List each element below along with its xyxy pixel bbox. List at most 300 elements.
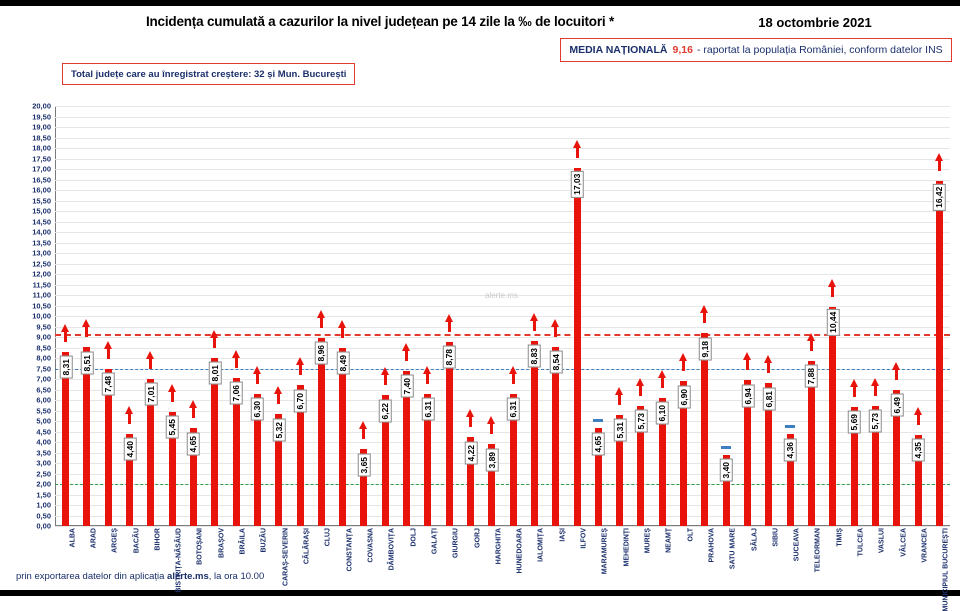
x-axis-label xyxy=(652,528,673,598)
x-axis-label xyxy=(929,528,950,611)
bar-value-label: 8,83 xyxy=(528,345,541,368)
bar-slot xyxy=(822,106,843,526)
x-axis-label-text: VASLUI xyxy=(878,528,886,554)
trend-up-icon xyxy=(146,351,154,359)
y-tick-label: 7,50 xyxy=(36,364,51,373)
x-axis-label-text: PRAHOVA xyxy=(708,528,716,563)
x-axis-label-text: MARAMUREȘ xyxy=(601,528,609,575)
x-axis-label xyxy=(609,528,630,598)
bar-slot xyxy=(673,106,694,526)
bar[interactable] xyxy=(552,347,559,526)
y-tick-label: 10,00 xyxy=(32,311,51,321)
x-axis-label xyxy=(545,528,566,598)
bar-slot xyxy=(375,106,396,526)
bar-value-label: 8,31 xyxy=(59,356,72,379)
bar-value-label: 9,18 xyxy=(699,338,712,361)
x-axis-label-text: CLUJ xyxy=(324,528,332,547)
x-axis-label-text: BOTOȘANI xyxy=(196,528,204,565)
x-axis-label xyxy=(183,528,204,598)
bar-value-label: 8,51 xyxy=(81,352,94,375)
bar-value-label: 6,81 xyxy=(763,387,776,410)
x-axis-label-text: BRAȘOV xyxy=(218,528,226,558)
trend-up-icon xyxy=(551,319,559,327)
bar-slot xyxy=(524,106,545,526)
x-axis-label xyxy=(375,528,396,598)
trend-arrow-stem xyxy=(384,375,387,385)
trend-arrow-stem xyxy=(362,429,365,439)
x-axis-label xyxy=(204,528,225,598)
bar-series xyxy=(55,106,950,526)
trend-arrow-stem xyxy=(213,338,216,348)
bar-value-label: 5,32 xyxy=(272,419,285,442)
trend-arrow-stem xyxy=(85,327,88,337)
bar-value-label: 5,73 xyxy=(635,410,648,433)
bar-slot xyxy=(183,106,204,526)
trend-up-icon xyxy=(914,407,922,415)
bar[interactable] xyxy=(446,342,453,526)
trend-arrow-stem xyxy=(256,374,259,384)
trend-arrow-stem xyxy=(171,392,174,402)
y-tick-label: 15,00 xyxy=(32,206,51,216)
national-average-box xyxy=(560,38,952,62)
trend-up-icon xyxy=(935,153,943,161)
footer-text-after: , la ora 10.00 xyxy=(208,571,265,582)
footer-text-before: prin exportarea datelor din aplicația xyxy=(16,571,168,582)
trend-arrow-stem xyxy=(554,327,557,337)
x-axis-label xyxy=(503,528,524,598)
footer-app-name: alerte.ms xyxy=(167,571,209,582)
y-tick-label: 17,00 xyxy=(32,164,51,174)
x-axis-label-text: BUZĂU xyxy=(260,528,268,553)
bar-slot xyxy=(545,106,566,526)
y-tick-label: 2,50 xyxy=(36,469,51,478)
x-axis-label xyxy=(225,528,246,598)
x-axis-label xyxy=(460,528,481,598)
bar-slot xyxy=(119,106,140,526)
bar-slot xyxy=(76,106,97,526)
y-tick-label: 11,50 xyxy=(32,280,51,289)
x-axis-label xyxy=(481,528,502,598)
bar-slot xyxy=(460,106,481,526)
trend-arrow-stem xyxy=(533,321,536,331)
trend-arrow-stem xyxy=(426,374,429,384)
total-counties-box: Total județe care au înregistrat creștere: 32 și Mun. București xyxy=(62,63,355,85)
x-axis-label xyxy=(801,528,822,598)
x-axis-label xyxy=(353,528,374,598)
footer-note xyxy=(16,571,264,582)
bar-value-label: 5,31 xyxy=(613,419,626,442)
bar-value-label: 8,49 xyxy=(336,352,349,375)
bar-value-label: 7,88 xyxy=(805,365,818,388)
x-axis-label xyxy=(247,528,268,598)
x-axis-label-text: ARGEȘ xyxy=(111,528,119,553)
bar[interactable] xyxy=(701,333,708,526)
x-axis-label-text: BACĂU xyxy=(133,528,141,554)
x-axis-label-text: NEAMȚ xyxy=(665,528,673,553)
bar-slot xyxy=(758,106,779,526)
trend-flat-icon xyxy=(785,425,795,428)
y-tick-label: 18,00 xyxy=(32,143,51,153)
bar-slot xyxy=(843,106,864,526)
bar-slot xyxy=(247,106,268,526)
y-tick-label: 19,00 xyxy=(32,122,51,132)
trend-flat-icon xyxy=(721,446,731,449)
y-tick-label: 11,00 xyxy=(32,290,51,300)
x-axis-label-text: MUNICIPIUL BUCUREȘTI xyxy=(942,528,950,611)
x-axis-label-text: DOLJ xyxy=(410,528,418,547)
y-tick-label: 0,50 xyxy=(36,511,51,520)
trend-arrow-stem xyxy=(341,328,344,338)
y-tick-label: 13,00 xyxy=(32,248,51,258)
x-axis-label-text: HUNEDOARA xyxy=(516,528,524,574)
trend-arrow-stem xyxy=(917,415,920,425)
trend-up-icon xyxy=(317,310,325,318)
bar[interactable] xyxy=(318,338,325,526)
bar-slot xyxy=(886,106,907,526)
x-axis-label xyxy=(758,528,779,598)
x-axis-label xyxy=(907,528,928,598)
national-average-value: 9,16 xyxy=(672,44,693,56)
x-axis-label xyxy=(588,528,609,598)
y-tick-label: 12,50 xyxy=(32,259,51,268)
x-axis-label-text: MUREȘ xyxy=(644,528,652,554)
y-tick-label: 4,50 xyxy=(36,427,51,436)
x-axis-label xyxy=(566,528,587,598)
trend-up-icon xyxy=(232,350,240,358)
x-axis-label xyxy=(716,528,737,598)
x-axis-label-text: CARAȘ-SEVERIN xyxy=(282,528,290,586)
y-tick-label: 0,00 xyxy=(36,521,51,531)
bar-value-label: 6,10 xyxy=(656,402,669,425)
y-tick-label: 3,00 xyxy=(36,458,51,468)
trend-arrow-stem xyxy=(661,378,664,388)
bar-value-label: 4,40 xyxy=(123,438,136,461)
x-axis-label-text: OLT xyxy=(687,528,695,542)
x-axis-label xyxy=(396,528,417,598)
bar-slot xyxy=(140,106,161,526)
x-axis-label xyxy=(98,528,119,598)
trend-up-icon xyxy=(104,341,112,349)
bar[interactable] xyxy=(574,168,581,526)
y-tick-label: 2,00 xyxy=(36,479,51,489)
bar-slot xyxy=(503,106,524,526)
trend-arrow-stem xyxy=(938,161,941,171)
trend-up-icon xyxy=(509,366,517,374)
bar-slot xyxy=(737,106,758,526)
bar-slot xyxy=(481,106,502,526)
y-tick-label: 16,50 xyxy=(32,175,51,184)
x-axis-label-text: CĂLĂRAȘI xyxy=(303,528,311,565)
trend-arrow-stem xyxy=(469,417,472,427)
bar-slot xyxy=(332,106,353,526)
y-tick-label: 14,00 xyxy=(32,227,51,237)
y-tick-label: 5,00 xyxy=(36,416,51,426)
bar-value-label: 7,40 xyxy=(400,375,413,398)
trend-up-icon xyxy=(82,319,90,327)
y-tick-label: 16,00 xyxy=(32,185,51,195)
bar-value-label: 6,90 xyxy=(677,386,690,409)
y-tick-label: 17,50 xyxy=(32,154,51,163)
trend-arrow-stem xyxy=(448,322,451,332)
bar[interactable] xyxy=(936,181,943,526)
y-tick-label: 1,50 xyxy=(36,490,51,499)
bar-value-label: 8,96 xyxy=(315,342,328,365)
x-axis-label xyxy=(162,528,183,598)
x-axis-label xyxy=(843,528,864,598)
trend-up-icon xyxy=(61,324,69,332)
trend-arrow-stem xyxy=(767,363,770,373)
x-axis-label xyxy=(780,528,801,598)
bar-value-label: 7,48 xyxy=(102,373,115,396)
trend-arrow-stem xyxy=(128,414,131,424)
trend-arrow-stem xyxy=(618,395,621,405)
trend-flat-icon xyxy=(593,419,603,422)
bar-value-label: 4,65 xyxy=(592,433,605,456)
x-axis-label-text: GORJ xyxy=(474,528,482,548)
bar-value-label: 6,94 xyxy=(741,385,754,408)
x-axis-label xyxy=(630,528,651,598)
trend-arrow-stem xyxy=(895,370,898,380)
x-axis-label xyxy=(694,528,715,598)
trend-up-icon xyxy=(274,386,282,394)
bar-slot xyxy=(98,106,119,526)
trend-up-icon xyxy=(253,366,261,374)
x-axis-label xyxy=(417,528,438,598)
y-tick-label: 14,50 xyxy=(32,217,51,226)
x-axis-label xyxy=(311,528,332,598)
bar-slot xyxy=(929,106,950,526)
trend-up-icon xyxy=(423,366,431,374)
bar-slot xyxy=(630,106,651,526)
bar-value-label: 6,70 xyxy=(294,390,307,413)
y-tick-label: 9,50 xyxy=(36,322,51,331)
x-axis-label-text: ILFOV xyxy=(580,528,588,549)
bar-slot xyxy=(566,106,587,526)
x-axis-label-text: TELEORMAN xyxy=(814,528,822,573)
report-date: 18 octombrie 2021 xyxy=(758,15,872,30)
trend-arrow-stem xyxy=(512,374,515,384)
trend-arrow-stem xyxy=(746,360,749,370)
trend-up-icon xyxy=(850,379,858,387)
bar-slot xyxy=(55,106,76,526)
trend-up-icon xyxy=(636,378,644,386)
x-axis-label-text: GALAȚI xyxy=(431,528,439,555)
bar-value-label: 5,69 xyxy=(848,411,861,434)
trend-up-icon xyxy=(168,384,176,392)
trend-up-icon xyxy=(828,279,836,287)
x-axis-label-text: BIHOR xyxy=(154,528,162,551)
y-tick-label: 5,50 xyxy=(36,406,51,415)
trend-up-icon xyxy=(402,343,410,351)
bar-value-label: 5,73 xyxy=(869,410,882,433)
y-tick-label: 8,00 xyxy=(36,353,51,363)
y-tick-label: 13,50 xyxy=(32,238,51,247)
y-tick-label: 8,50 xyxy=(36,343,51,352)
bar-slot xyxy=(268,106,289,526)
x-axis-label xyxy=(140,528,161,598)
x-axis-label-text: IAȘI xyxy=(559,528,567,542)
trend-up-icon xyxy=(892,362,900,370)
x-axis-label xyxy=(673,528,694,598)
bar-slot xyxy=(588,106,609,526)
bar-slot xyxy=(417,106,438,526)
bar-slot xyxy=(716,106,737,526)
x-axis-label xyxy=(524,528,545,598)
page-title: Incidența cumulată a cazurilor la nivel județean pe 14 zile la ‰ de locuitori * xyxy=(145,14,615,29)
bar-slot xyxy=(780,106,801,526)
bar-value-label: 8,78 xyxy=(443,346,456,369)
x-axis-label-text: SUCEAVA xyxy=(793,528,801,562)
trend-up-icon xyxy=(210,330,218,338)
trend-up-icon xyxy=(466,409,474,417)
x-axis-label-text: BRĂILA xyxy=(239,528,247,555)
trend-arrow-stem xyxy=(810,341,813,351)
bar-value-label: 5,45 xyxy=(166,416,179,439)
x-axis-label xyxy=(332,528,353,598)
trend-up-icon xyxy=(764,355,772,363)
y-tick-label: 7,00 xyxy=(36,374,51,384)
trend-up-icon xyxy=(679,353,687,361)
x-axis-label-text: IALOMIȚA xyxy=(537,528,545,562)
x-axis-label-text: SĂLAJ xyxy=(751,528,759,551)
trend-up-icon xyxy=(125,406,133,414)
trend-up-icon xyxy=(743,352,751,360)
y-tick-label: 3,50 xyxy=(36,448,51,457)
x-axis-label xyxy=(439,528,460,598)
bar-slot xyxy=(652,106,673,526)
x-axis-label-text: CONSTANȚA xyxy=(346,528,354,572)
trend-up-icon xyxy=(487,416,495,424)
x-axis-label-text: ARAD xyxy=(90,528,98,549)
bar-value-label: 6,31 xyxy=(507,398,520,421)
trend-arrow-stem xyxy=(149,359,152,369)
bar-value-label: 16,42 xyxy=(933,183,946,210)
y-tick-label: 4,00 xyxy=(36,437,51,447)
y-tick-label: 6,00 xyxy=(36,395,51,405)
bar-slot xyxy=(609,106,630,526)
x-axis-label-text: ALBA xyxy=(69,528,77,548)
bar-value-label: 3,40 xyxy=(720,459,733,482)
national-average-note: - raportat la populația României, conform datelor INS xyxy=(696,44,943,56)
x-axis-label-text: SIBIU xyxy=(772,528,780,547)
bar-slot xyxy=(865,106,886,526)
x-axis-label xyxy=(119,528,140,598)
bar-value-label: 6,49 xyxy=(890,394,903,417)
bar-value-label: 8,54 xyxy=(550,351,563,374)
bar-value-label: 7,01 xyxy=(145,383,158,406)
y-tick-label: 6,50 xyxy=(36,385,51,394)
bar-value-label: 8,01 xyxy=(209,362,222,385)
bar-value-label: 4,35 xyxy=(912,439,925,462)
trend-up-icon xyxy=(700,305,708,313)
bar-slot xyxy=(694,106,715,526)
trend-arrow-stem xyxy=(299,365,302,375)
x-axis-label-text: MEHEDINȚI xyxy=(623,528,631,567)
bar-slot xyxy=(204,106,225,526)
y-tick-label: 10,50 xyxy=(32,301,51,310)
bar-slot xyxy=(311,106,332,526)
bar-value-label: 3,65 xyxy=(358,454,371,477)
trend-up-icon xyxy=(445,314,453,322)
trend-arrow-stem xyxy=(682,361,685,371)
trend-up-icon xyxy=(189,400,197,408)
bar[interactable] xyxy=(531,341,538,526)
trend-arrow-stem xyxy=(576,148,579,158)
trend-arrow-stem xyxy=(192,408,195,418)
x-axis-label xyxy=(822,528,843,598)
bar-slot xyxy=(801,106,822,526)
bar-value-label: 6,22 xyxy=(379,400,392,423)
x-axis-label-text: HARGHITA xyxy=(495,528,503,565)
bar[interactable] xyxy=(829,307,836,526)
bar-value-label: 3,89 xyxy=(486,449,499,472)
bar-value-label: 7,06 xyxy=(230,382,243,405)
bar-value-label: 4,36 xyxy=(784,439,797,462)
x-axis-label xyxy=(268,528,289,598)
trend-arrow-stem xyxy=(874,386,877,396)
trend-arrow-stem xyxy=(831,287,834,297)
bar-value-label: 4,22 xyxy=(464,442,477,465)
x-axis-label-text: TIMIȘ xyxy=(836,528,844,547)
bar-slot xyxy=(162,106,183,526)
trend-up-icon xyxy=(359,421,367,429)
x-axis-label-text: DÂMBOVIȚA xyxy=(388,528,396,571)
x-axis-label-text: BISTRIȚA-NĂSĂUD xyxy=(175,528,183,593)
trend-arrow-stem xyxy=(320,318,323,328)
x-axis-label-text: COVASNA xyxy=(367,528,375,563)
trend-up-icon xyxy=(530,313,538,321)
y-tick-label: 19,50 xyxy=(32,112,51,121)
x-axis-label xyxy=(886,528,907,598)
trend-up-icon xyxy=(871,378,879,386)
bar-value-label: 4,65 xyxy=(187,433,200,456)
y-tick-label: 20,00 xyxy=(32,101,51,111)
trend-up-icon xyxy=(615,387,623,395)
y-tick-label: 12,00 xyxy=(32,269,51,279)
trend-up-icon xyxy=(807,333,815,341)
x-axis-label-text: VRANCEA xyxy=(921,528,929,563)
trend-arrow-stem xyxy=(703,313,706,323)
trend-arrow-stem xyxy=(490,424,493,434)
bar-slot xyxy=(353,106,374,526)
bar-slot xyxy=(396,106,417,526)
x-axis-label xyxy=(865,528,886,598)
bar-slot xyxy=(225,106,246,526)
bar-value-label: 6,31 xyxy=(422,398,435,421)
y-tick-label: 9,00 xyxy=(36,332,51,342)
trend-arrow-stem xyxy=(405,351,408,361)
trend-arrow-stem xyxy=(64,332,67,342)
x-axis-label-text: VÂLCEA xyxy=(900,528,908,557)
gridline xyxy=(55,526,950,527)
x-axis-label xyxy=(55,528,76,598)
trend-arrow-stem xyxy=(853,387,856,397)
trend-arrow-stem xyxy=(235,358,238,368)
trend-up-icon xyxy=(381,367,389,375)
trend-arrow-stem xyxy=(277,394,280,404)
x-axis-label-text: GIURGIU xyxy=(452,528,460,558)
trend-up-icon xyxy=(658,370,666,378)
trend-up-icon xyxy=(338,320,346,328)
x-axis-label xyxy=(76,528,97,598)
y-tick-label: 1,00 xyxy=(36,500,51,510)
y-tick-label: 15,50 xyxy=(32,196,51,205)
x-axis-label-text: SATU MARE xyxy=(729,528,737,570)
trend-up-icon xyxy=(573,140,581,148)
bar-value-label: 17,03 xyxy=(571,170,584,197)
x-axis-label xyxy=(737,528,758,598)
y-tick-label: 18,50 xyxy=(32,133,51,142)
